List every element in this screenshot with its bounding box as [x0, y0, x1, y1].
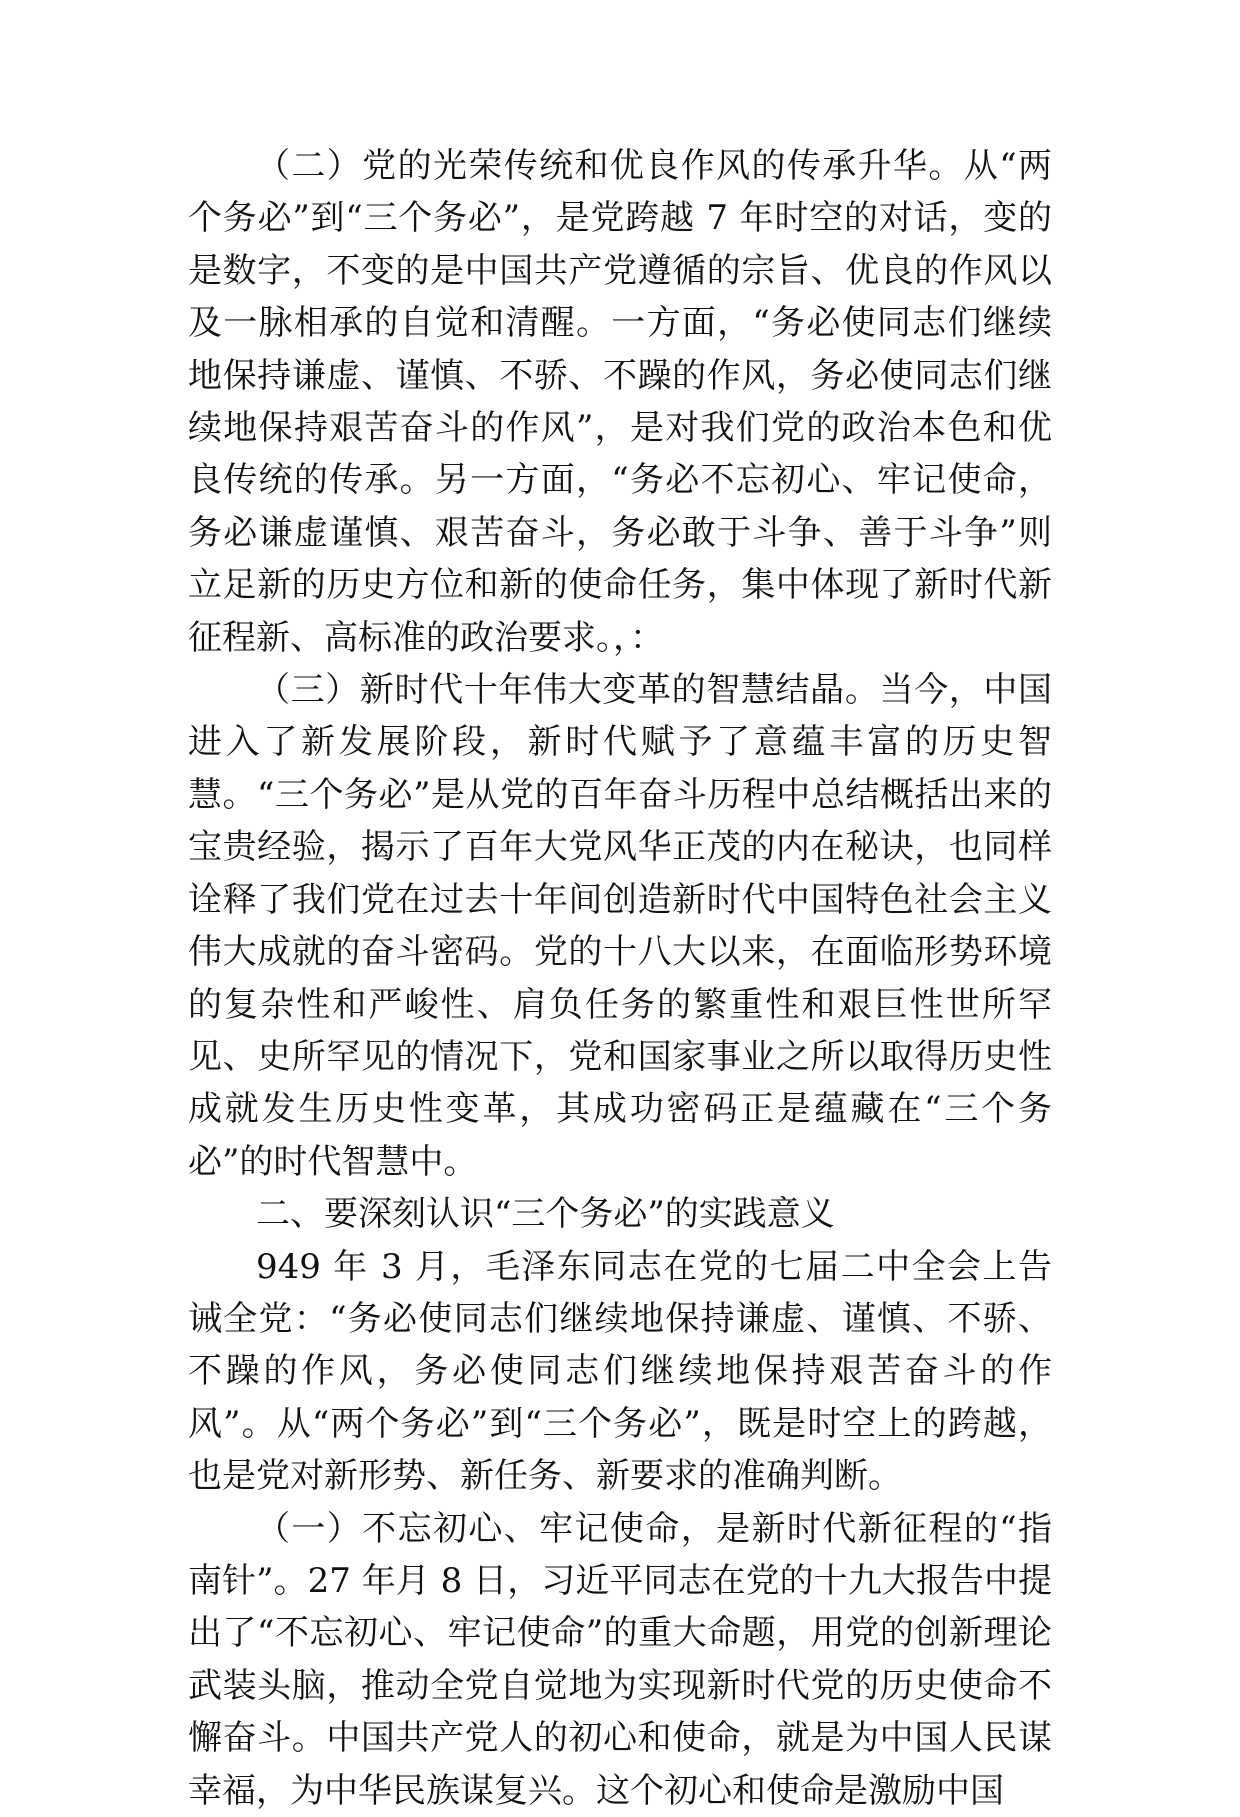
document-body — [188, 140, 1052, 1817]
section-heading-practical-significance: 二、要深刻认识“三个务必”的实践意义 — [256, 1194, 835, 1235]
paragraph-new-era-wisdom: （三）新时代十年伟大变革的智慧结晶。当今，中国进入了新发展阶段，新时代赋予了意蕴丰富的历史智慧。“三个务必”是从党的百年奋斗历程中总结概括出来的宝贵经验，揭示了百年大党风华正茂的内在秘诀，也同样诠释了我们党在过去十年间创造新时代中国特色社会主义伟大成就的奋斗密码。党的十八大以来，在面临形势环境的复杂性和严峻性、肩负任务的繁重性和艰巨性世所罕见、史所罕见的情况下，党和国家事业之所以取得历史性成就发生历史性变革，其成功密码正是蕴藏在“三个务必”的时代智慧中。 — [188, 670, 1052, 1182]
paragraph-1949-history: 949 年 3 月，毛泽东同志在党的七届二中全会上告诫全党：“务必使同志们继续地保持谦虚、谨慎、不骄、不躁的作风，务必使同志们继续地保持艰苦奋斗的作风”。从“两个务必”到“三个务必”，既是时空上的跨越，也是党对新形势、新任务、新要求的准确判断。 — [188, 1246, 1052, 1497]
paragraph-original-aspiration: （一）不忘初心、牢记使命，是新时代新征程的“指南针”。27 年月 8 日，习近平同志在党的十九大报告中提出了“不忘初心、牢记使命”的重大命题，用党的创新理论武装头脑，推动全党自觉地为实现新时代党的历史使命不懈奋斗。中国共产党人的初心和使命，就是为中国人民谋幸福，为中华民族谋复兴。这个初心和使命是激励中国 — [188, 1508, 1052, 1811]
paragraph-party-tradition: （二）党的光荣传统和优良作风的传承升华。从“两个务必”到“三个务必”，是党跨越 7 年时空的对话，变的是数字，不变的是中国共产党遵循的宗旨、优良的作风以及一脉相承的自觉和清醒。一方面，“务必使同志们继续地保持谦虚、谨慎、不骄、不躁的作风，务必使同志们继续地保持艰苦奋斗的作风”，是对我们党的政治本色和优良传统的传承。另一方面，“务必不忘初心、牢记使命，务必谦虚谨慎、艰苦奋斗，务必敢于斗争、善于斗争”则立足新的历史方位和新的使命任务，集中体现了新时代新征程新、高标准的政治要求。，： — [188, 146, 1052, 658]
